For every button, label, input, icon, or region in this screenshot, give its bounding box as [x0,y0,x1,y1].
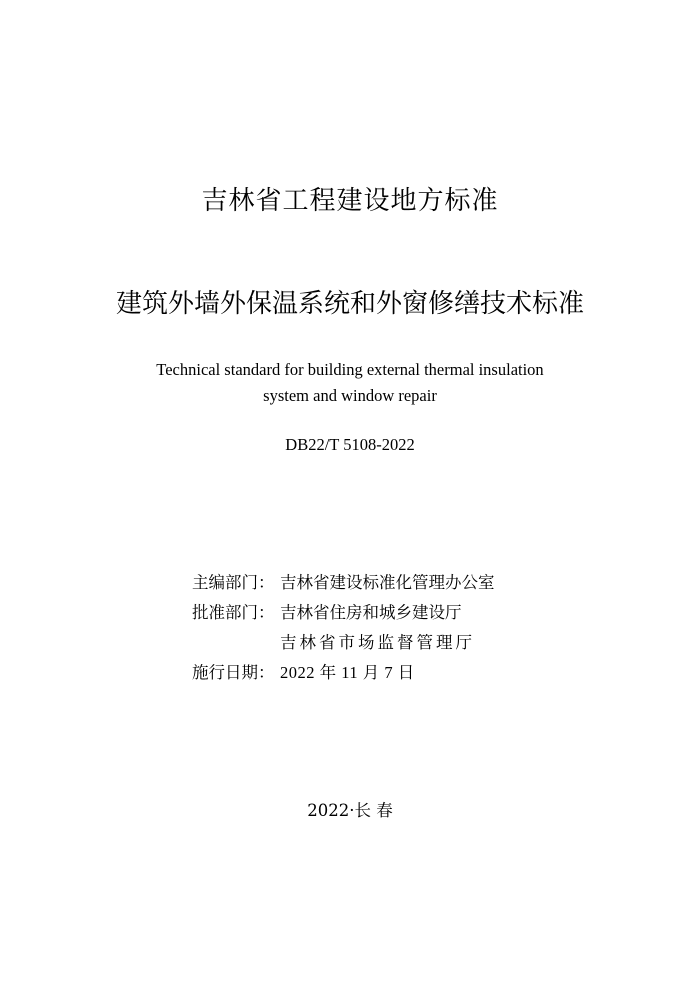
approver-value-1: 吉林省住房和城乡建设厅 [280,603,462,622]
publication-info [192,568,495,688]
standard-code: DB22/T 5108-2022 [285,435,415,454]
series-title: 吉林省工程建设地方标准 [201,186,499,216]
effective-date-value: 2022 年 11 月 7 日 [280,663,415,682]
editor-value: 吉林省建设标准化管理办公室 [280,573,495,592]
approver-label-spacer [192,628,280,658]
effective-date-row [192,658,495,688]
approver-row-2 [192,628,495,658]
main-title: 建筑外墙外保温系统和外窗修缮技术标准 [115,289,584,319]
editor-label: 主编部门： [192,573,275,592]
english-title-line-1: Technical standard for building external thermal insulation [156,360,544,379]
approver-row [192,598,495,628]
editor-row [192,568,495,598]
approver-value-2: 吉林省市场监督管理厅 [280,633,475,652]
approver-label: 批准部门： [192,603,275,622]
effective-date-label: 施行日期： [192,663,275,682]
english-title-line-2: system and window repair [263,386,437,405]
publication-place-year: 2022·长 春 [307,801,393,820]
